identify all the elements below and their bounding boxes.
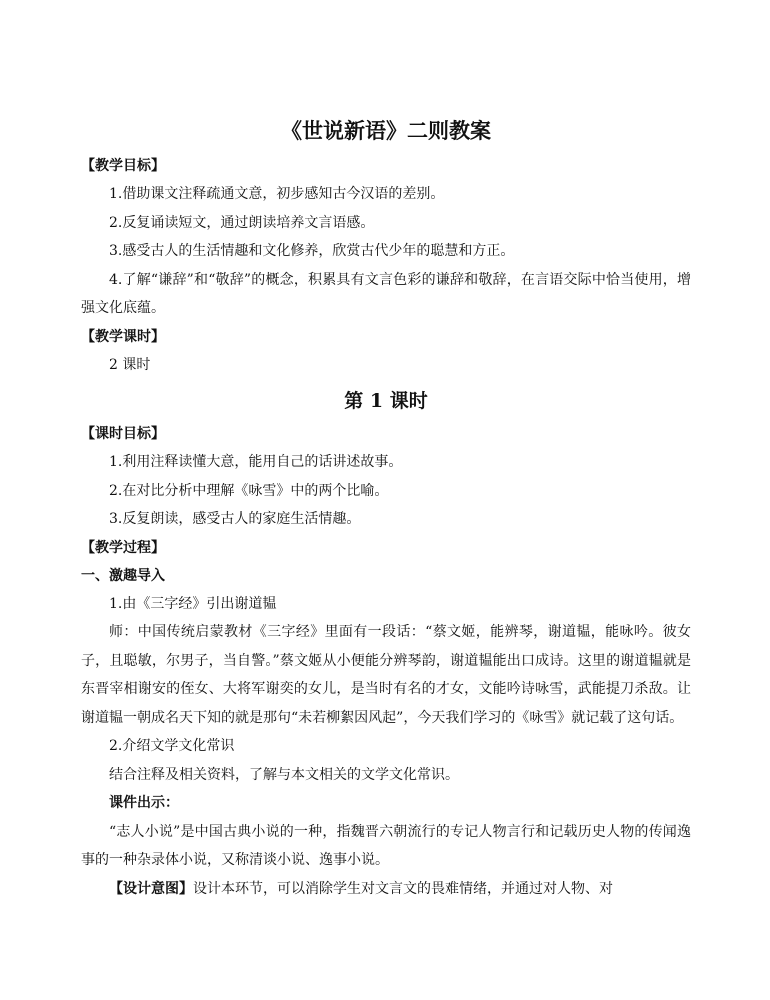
objective-item: 4.了解“谦辞”和“敬辞”的概念，积累具有文言色彩的谦辞和敬辞，在言语交际中恰当使用，增强文化底蕴。 bbox=[81, 271, 691, 316]
lesson-title: 第 1 课时 bbox=[344, 390, 428, 412]
courseware-paragraph: “志人小说”是中国古典小说的一种，指魏晋六朝流行的专记人物言行和记载历史人物的传闻逸事的一种杂录体小说，又称清谈小说、逸事小说。 bbox=[81, 823, 691, 868]
objective-item: 2.反复诵读短文，通过朗读培养文言语感。 bbox=[109, 214, 375, 231]
courseware-label: 课件出示： bbox=[109, 795, 179, 811]
design-text: 设计本环节，可以消除学生对文言文的畏难情绪，并通过对人物、对 bbox=[193, 880, 613, 897]
section-heading-goals: 【课时目标】 bbox=[81, 426, 165, 442]
hours-value: 2 课时 bbox=[109, 356, 151, 373]
teacher-paragraph: 师：中国传统启蒙教材《三字经》里面有一段话：“蔡文姬，能辨琴，谢道韫，能咏吟。彼女子，且聪敏，尔男子，当自警。”蔡文姬从小便能分辨琴韵，谢道韫能出口成诗。这里的谢道韫就是东晋宰相谢安的侄女、大将军谢奕的女儿，是当时有名的才女，文能吟诗咏雪，武能提刀杀敌。让谢道韫一朝成名天下知的就是那句“未若柳絮因风起”，今天我们学习的《咏雪》就记载了这句话。 bbox=[81, 624, 691, 726]
subsection-heading-intro: 一、激趣导入 bbox=[81, 567, 165, 584]
document-title: 《世说新语》二则教案 bbox=[281, 118, 491, 143]
section-heading-objectives: 【教学目标】 bbox=[81, 158, 165, 174]
design-paragraph bbox=[81, 875, 691, 904]
objective-item: 1.借助课文注释疏通文意，初步感知古今汉语的差别。 bbox=[109, 186, 445, 202]
step-heading: 1.由《三字经》引出谢道韫 bbox=[109, 595, 277, 612]
section-heading-hours: 【教学课时】 bbox=[81, 328, 165, 345]
section-heading-process: 【教学过程】 bbox=[81, 539, 165, 556]
step-heading: 2.介绍文学文化常识 bbox=[109, 738, 235, 754]
goal-item: 3.反复朗读，感受古人的家庭生活情趣。 bbox=[109, 511, 361, 527]
document-page bbox=[81, 116, 691, 903]
goal-item: 2.在对比分析中理解《咏雪》中的两个比喻。 bbox=[109, 482, 389, 499]
objective-item: 3.感受古人的生活情趣和文化修养，欣赏古代少年的聪慧和方正。 bbox=[109, 243, 515, 259]
goal-item: 1.利用注释读懂大意，能用自己的话讲述故事。 bbox=[109, 454, 403, 470]
step-paragraph: 结合注释及相关资料，了解与本文相关的文学文化常识。 bbox=[109, 766, 459, 783]
design-label: 【设计意图】 bbox=[109, 880, 193, 897]
